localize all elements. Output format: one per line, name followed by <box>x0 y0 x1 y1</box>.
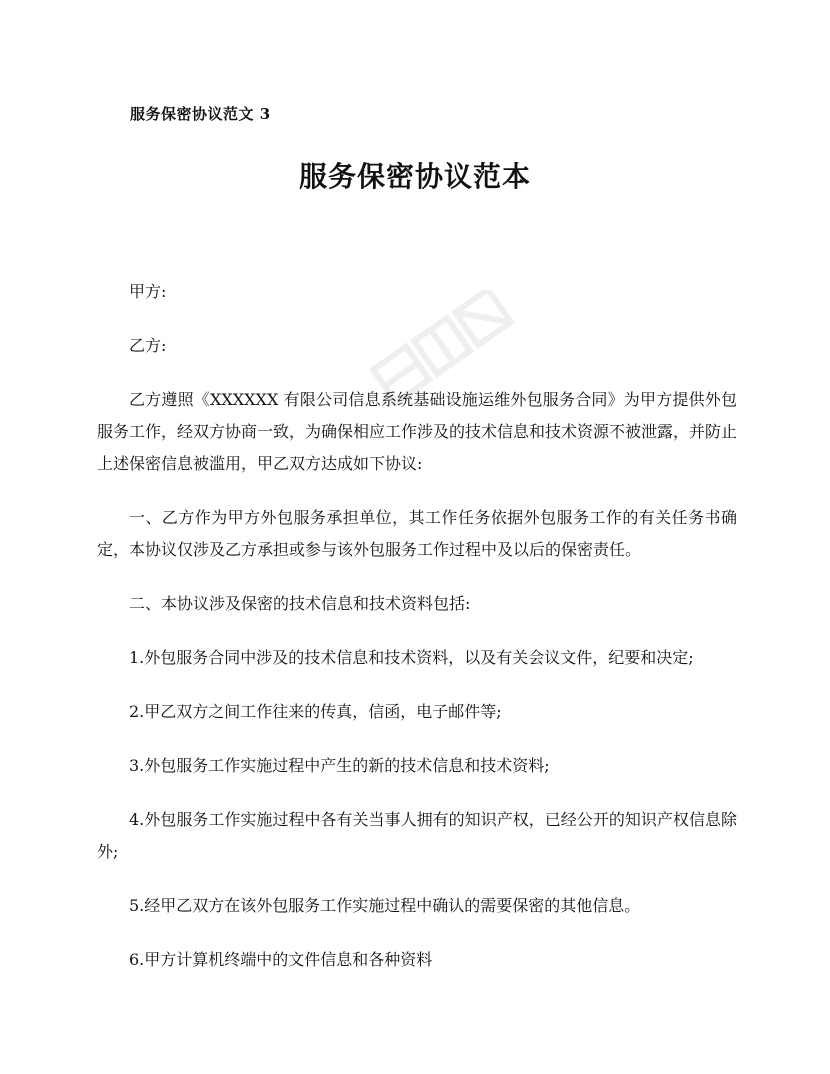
paragraph-item-5: 5.经甲乙双方在该外包服务工作实施过程中确认的需要保密的其他信息。 <box>129 896 641 915</box>
paragraph-item-2: 2.甲乙双方之间工作往来的传真，信函，电子邮件等; <box>129 702 502 721</box>
document-title: 服务保密协议范本 <box>298 160 531 193</box>
paragraph-item-4: 4.外包服务工作实施过程中各有关当事人拥有的知识产权，已经公开的知识产权信息除外; <box>97 810 737 861</box>
paragraph-item-3: 3.外包服务工作实施过程中产生的新的技术信息和技术资料; <box>129 756 550 775</box>
document-body <box>97 276 737 998</box>
paragraph-preamble: 乙方遵照《XXXXXX 有限公司信息系统基础设施运维外包服务合同》为甲方提供外包服务工作，经双方协商一致，为确保相应工作涉及的技术信息和技术资源不被泄露，并防止上述保密信息被滥用，甲乙双方达成如下协议: <box>97 390 738 473</box>
document-heading: 服务保密协议范文 3 <box>130 105 271 123</box>
paragraph-item-1: 1.外包服务合同中涉及的技术信息和技术资料，以及有关会议文件，纪要和决定; <box>129 648 694 667</box>
paragraph-item-6: 6.甲方计算机终端中的文件信息和各种资料 <box>129 950 433 969</box>
paragraph-clause-2: 二、本协议涉及保密的技术信息和技术资料包括: <box>129 594 471 613</box>
paragraph-party-a: 甲方: <box>129 282 167 301</box>
paragraph-party-b: 乙方: <box>129 336 167 355</box>
paragraph-clause-1: 一、乙方作为甲方外包服务承担单位，其工作任务依据外包服务工作的有关任务书确定，本协议仅涉及乙方承担或参与该外包服务工作过程中及以后的保密责任。 <box>97 508 737 559</box>
